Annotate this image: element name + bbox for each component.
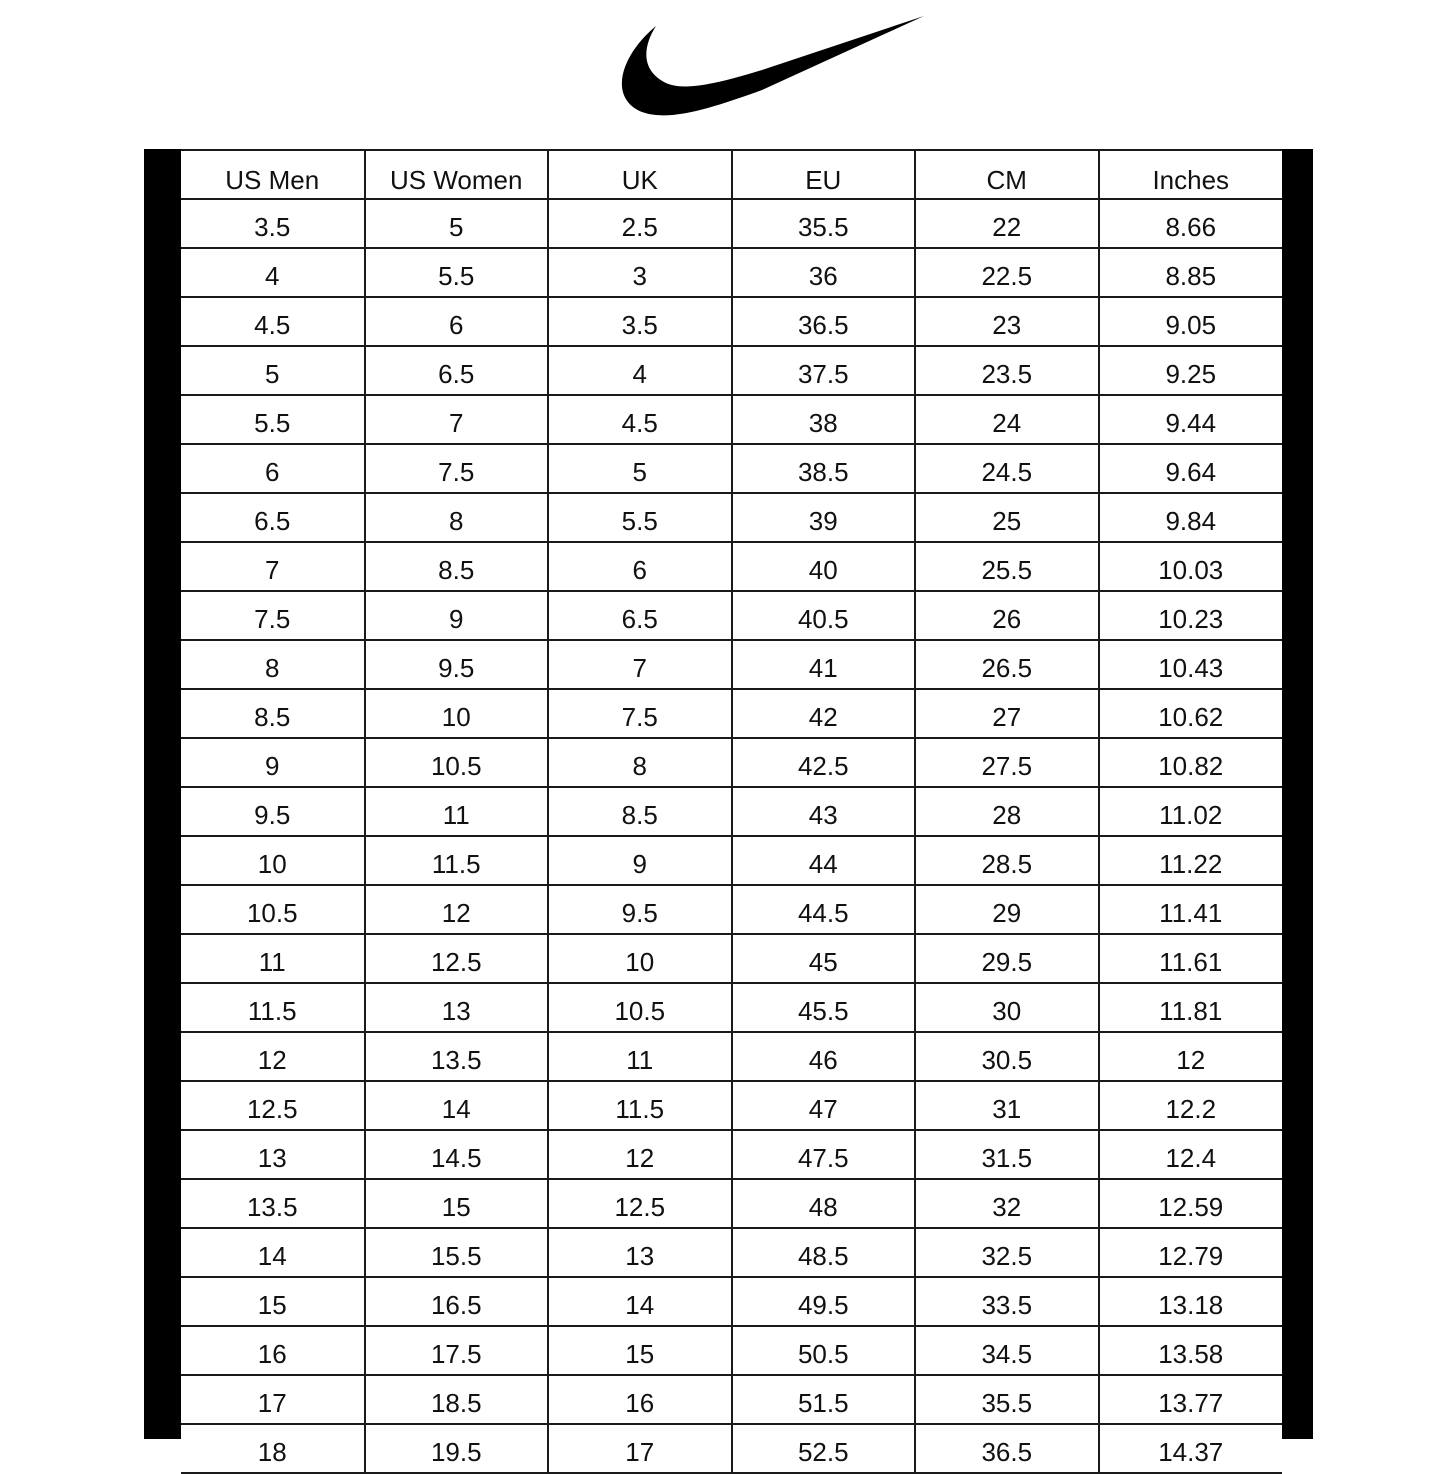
cell-cm: 31.5 (915, 1130, 1099, 1179)
cell-us-men: 5 (181, 346, 365, 395)
cell-us-women: 13 (365, 983, 549, 1032)
swoosh-logo-icon (612, 12, 928, 122)
column-header-us-women: US Women (365, 150, 549, 199)
cell-eu: 48.5 (732, 1228, 916, 1277)
size-chart (181, 149, 1282, 1467)
cell-us-women: 12.5 (365, 934, 549, 983)
cell-uk: 4.5 (548, 395, 732, 444)
cell-us-women: 10 (365, 689, 549, 738)
table-row (181, 444, 1282, 493)
table-row (181, 1326, 1282, 1375)
cell-us-men: 9 (181, 738, 365, 787)
cell-inches: 13.58 (1099, 1326, 1283, 1375)
column-header-uk: UK (548, 150, 732, 199)
cell-us-women: 7 (365, 395, 549, 444)
cell-inches: 10.03 (1099, 542, 1283, 591)
cell-uk: 12.5 (548, 1179, 732, 1228)
cell-eu: 38 (732, 395, 916, 444)
cell-cm: 25.5 (915, 542, 1099, 591)
cell-inches: 9.44 (1099, 395, 1283, 444)
cell-us-women: 6.5 (365, 346, 549, 395)
cell-uk: 3.5 (548, 297, 732, 346)
cell-us-men: 8 (181, 640, 365, 689)
cell-uk: 15 (548, 1326, 732, 1375)
cell-cm: 28.5 (915, 836, 1099, 885)
cell-eu: 50.5 (732, 1326, 916, 1375)
table-row (181, 836, 1282, 885)
cell-inches: 12.59 (1099, 1179, 1283, 1228)
table-row (181, 1081, 1282, 1130)
cell-uk: 2.5 (548, 199, 732, 248)
cell-uk: 17 (548, 1424, 732, 1473)
cell-uk: 8.5 (548, 787, 732, 836)
cell-uk: 5.5 (548, 493, 732, 542)
cell-us-women: 14 (365, 1081, 549, 1130)
cell-inches: 9.84 (1099, 493, 1283, 542)
cell-inches: 12.2 (1099, 1081, 1283, 1130)
table-row (181, 1179, 1282, 1228)
size-conversion-table (181, 149, 1282, 1474)
cell-uk: 6 (548, 542, 732, 591)
table-row (181, 640, 1282, 689)
cell-us-women: 5 (365, 199, 549, 248)
cell-us-men: 3.5 (181, 199, 365, 248)
cell-eu: 51.5 (732, 1375, 916, 1424)
cell-us-women: 18.5 (365, 1375, 549, 1424)
cell-us-women: 12 (365, 885, 549, 934)
cell-eu: 40.5 (732, 591, 916, 640)
cell-inches: 10.43 (1099, 640, 1283, 689)
cell-us-men: 7.5 (181, 591, 365, 640)
table-row (181, 787, 1282, 836)
cell-uk: 13 (548, 1228, 732, 1277)
cell-cm: 26 (915, 591, 1099, 640)
cell-us-women: 15.5 (365, 1228, 549, 1277)
header-row (181, 150, 1282, 199)
cell-uk: 14 (548, 1277, 732, 1326)
cell-uk: 11 (548, 1032, 732, 1081)
cell-us-women: 6 (365, 297, 549, 346)
table-row (181, 1032, 1282, 1081)
cell-us-men: 16 (181, 1326, 365, 1375)
cell-uk: 10.5 (548, 983, 732, 1032)
cell-cm: 30.5 (915, 1032, 1099, 1081)
cell-inches: 14.37 (1099, 1424, 1283, 1473)
cell-inches: 9.64 (1099, 444, 1283, 493)
cell-inches: 10.62 (1099, 689, 1283, 738)
cell-us-women: 7.5 (365, 444, 549, 493)
table-row (181, 1375, 1282, 1424)
cell-cm: 22.5 (915, 248, 1099, 297)
cell-cm: 26.5 (915, 640, 1099, 689)
cell-eu: 35.5 (732, 199, 916, 248)
cell-us-women: 13.5 (365, 1032, 549, 1081)
cell-uk: 16 (548, 1375, 732, 1424)
cell-us-men: 5.5 (181, 395, 365, 444)
cell-us-women: 16.5 (365, 1277, 549, 1326)
cell-us-men: 8.5 (181, 689, 365, 738)
cell-cm: 32.5 (915, 1228, 1099, 1277)
cell-us-men: 18 (181, 1424, 365, 1473)
cell-us-men: 4 (181, 248, 365, 297)
cell-cm: 29 (915, 885, 1099, 934)
cell-cm: 35.5 (915, 1375, 1099, 1424)
cell-us-women: 8 (365, 493, 549, 542)
cell-inches: 9.05 (1099, 297, 1283, 346)
cell-eu: 39 (732, 493, 916, 542)
cell-us-men: 15 (181, 1277, 365, 1326)
cell-uk: 5 (548, 444, 732, 493)
cell-eu: 41 (732, 640, 916, 689)
cell-eu: 46 (732, 1032, 916, 1081)
cell-cm: 27.5 (915, 738, 1099, 787)
table-row (181, 1424, 1282, 1473)
cell-inches: 11.81 (1099, 983, 1283, 1032)
cell-us-women: 9 (365, 591, 549, 640)
table-row (181, 689, 1282, 738)
cell-us-men: 12 (181, 1032, 365, 1081)
cell-eu: 44 (732, 836, 916, 885)
cell-uk: 9.5 (548, 885, 732, 934)
cell-us-men: 7 (181, 542, 365, 591)
cell-us-women: 10.5 (365, 738, 549, 787)
cell-eu: 36 (732, 248, 916, 297)
cell-inches: 11.02 (1099, 787, 1283, 836)
column-header-cm: CM (915, 150, 1099, 199)
cell-uk: 9 (548, 836, 732, 885)
cell-eu: 44.5 (732, 885, 916, 934)
cell-us-men: 10.5 (181, 885, 365, 934)
cell-cm: 22 (915, 199, 1099, 248)
table-row (181, 199, 1282, 248)
cell-uk: 11.5 (548, 1081, 732, 1130)
cell-us-men: 12.5 (181, 1081, 365, 1130)
cell-eu: 52.5 (732, 1424, 916, 1473)
column-header-inches: Inches (1099, 150, 1283, 199)
table-row (181, 885, 1282, 934)
cell-inches: 13.77 (1099, 1375, 1283, 1424)
cell-uk: 10 (548, 934, 732, 983)
cell-cm: 32 (915, 1179, 1099, 1228)
cell-cm: 28 (915, 787, 1099, 836)
cell-cm: 27 (915, 689, 1099, 738)
table-body (181, 199, 1282, 1473)
cell-inches: 10.23 (1099, 591, 1283, 640)
cell-us-women: 11 (365, 787, 549, 836)
column-header-eu: EU (732, 150, 916, 199)
table-row (181, 1277, 1282, 1326)
cell-us-women: 17.5 (365, 1326, 549, 1375)
cell-uk: 6.5 (548, 591, 732, 640)
cell-cm: 36.5 (915, 1424, 1099, 1473)
cell-eu: 37.5 (732, 346, 916, 395)
cell-us-men: 4.5 (181, 297, 365, 346)
cell-cm: 23 (915, 297, 1099, 346)
cell-us-women: 19.5 (365, 1424, 549, 1473)
cell-uk: 7.5 (548, 689, 732, 738)
cell-cm: 30 (915, 983, 1099, 1032)
cell-eu: 45.5 (732, 983, 916, 1032)
cell-us-women: 15 (365, 1179, 549, 1228)
cell-eu: 49.5 (732, 1277, 916, 1326)
cell-eu: 47.5 (732, 1130, 916, 1179)
cell-cm: 29.5 (915, 934, 1099, 983)
table-row (181, 297, 1282, 346)
table-row (181, 395, 1282, 444)
cell-us-men: 9.5 (181, 787, 365, 836)
cell-uk: 4 (548, 346, 732, 395)
cell-us-men: 17 (181, 1375, 365, 1424)
cell-cm: 23.5 (915, 346, 1099, 395)
cell-eu: 40 (732, 542, 916, 591)
cell-cm: 25 (915, 493, 1099, 542)
cell-cm: 24.5 (915, 444, 1099, 493)
cell-uk: 7 (548, 640, 732, 689)
cell-inches: 8.66 (1099, 199, 1283, 248)
cell-eu: 36.5 (732, 297, 916, 346)
cell-eu: 48 (732, 1179, 916, 1228)
cell-eu: 38.5 (732, 444, 916, 493)
cell-uk: 8 (548, 738, 732, 787)
cell-eu: 43 (732, 787, 916, 836)
cell-us-women: 9.5 (365, 640, 549, 689)
cell-eu: 42 (732, 689, 916, 738)
cell-inches: 12 (1099, 1032, 1283, 1081)
cell-uk: 3 (548, 248, 732, 297)
cell-eu: 42.5 (732, 738, 916, 787)
cell-us-men: 6 (181, 444, 365, 493)
table-row (181, 1130, 1282, 1179)
cell-cm: 33.5 (915, 1277, 1099, 1326)
table-row (181, 591, 1282, 640)
cell-us-men: 13 (181, 1130, 365, 1179)
cell-inches: 12.79 (1099, 1228, 1283, 1277)
cell-inches: 11.41 (1099, 885, 1283, 934)
table-row (181, 248, 1282, 297)
cell-us-women: 5.5 (365, 248, 549, 297)
table-row (181, 934, 1282, 983)
cell-us-men: 11.5 (181, 983, 365, 1032)
cell-inches: 9.25 (1099, 346, 1283, 395)
cell-us-men: 14 (181, 1228, 365, 1277)
table-row (181, 1228, 1282, 1277)
table-row (181, 983, 1282, 1032)
cell-inches: 12.4 (1099, 1130, 1283, 1179)
table-row (181, 346, 1282, 395)
cell-cm: 31 (915, 1081, 1099, 1130)
cell-us-women: 11.5 (365, 836, 549, 885)
cell-cm: 24 (915, 395, 1099, 444)
table-row (181, 738, 1282, 787)
cell-us-women: 8.5 (365, 542, 549, 591)
cell-inches: 8.85 (1099, 248, 1283, 297)
cell-inches: 11.61 (1099, 934, 1283, 983)
cell-uk: 12 (548, 1130, 732, 1179)
cell-eu: 45 (732, 934, 916, 983)
cell-eu: 47 (732, 1081, 916, 1130)
table-row (181, 493, 1282, 542)
cell-us-men: 10 (181, 836, 365, 885)
cell-inches: 13.18 (1099, 1277, 1283, 1326)
cell-cm: 34.5 (915, 1326, 1099, 1375)
cell-inches: 10.82 (1099, 738, 1283, 787)
cell-inches: 11.22 (1099, 836, 1283, 885)
cell-us-men: 11 (181, 934, 365, 983)
column-header-us-men: US Men (181, 150, 365, 199)
cell-us-men: 6.5 (181, 493, 365, 542)
table-row (181, 542, 1282, 591)
cell-us-women: 14.5 (365, 1130, 549, 1179)
cell-us-men: 13.5 (181, 1179, 365, 1228)
